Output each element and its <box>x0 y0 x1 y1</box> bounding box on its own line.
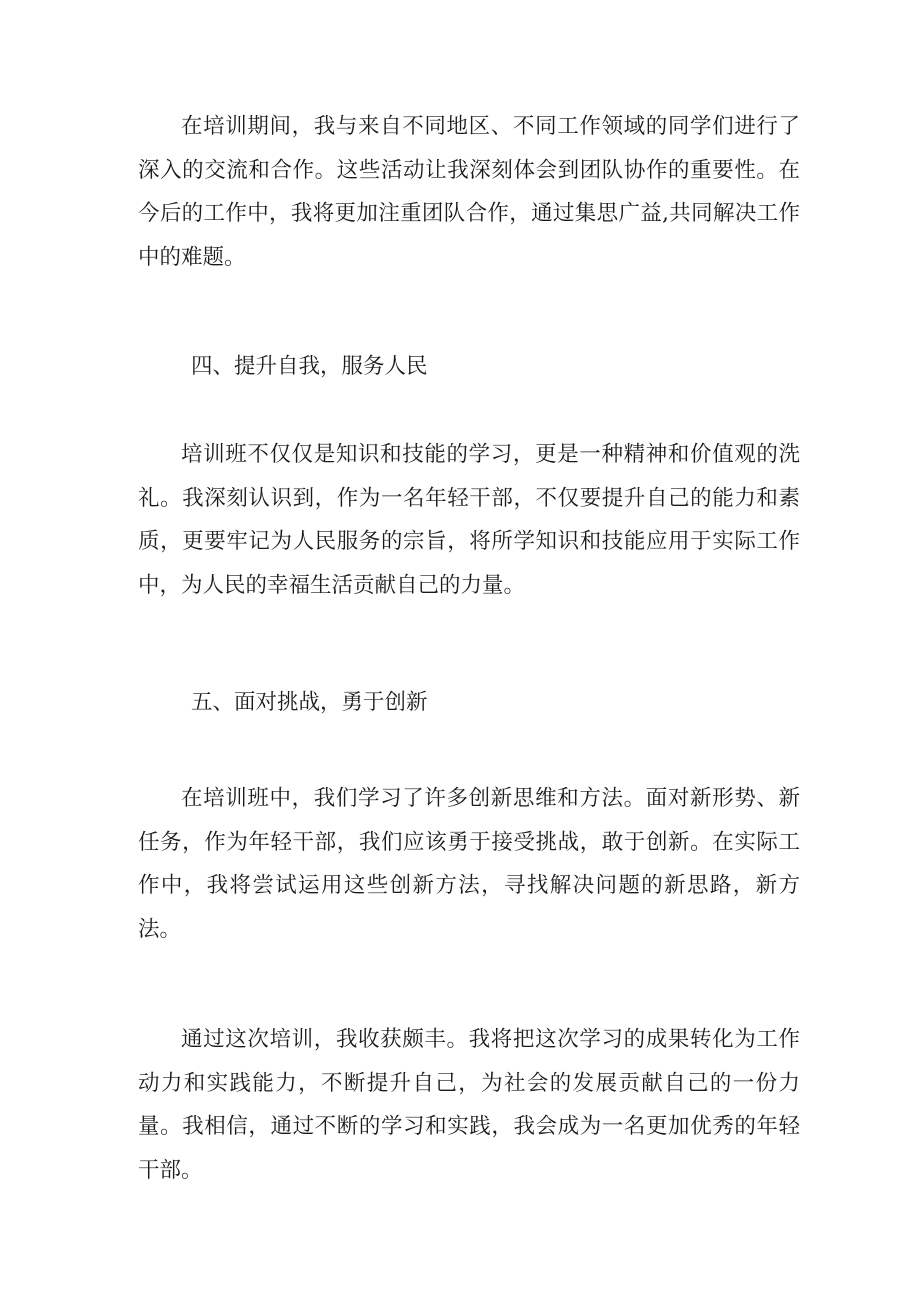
paragraph-serve-people: 培训班不仅仅是知识和技能的学习，更是一种精神和价值观的洗礼。我深刻认识到，作为一名年轻干部，不仅要提升自己的能力和素质，更要牢记为人民服务的宗旨，将所学知识和技能应用于实际工作中，为人民的幸福生活贡献自己的力量。 <box>138 442 800 598</box>
paragraph-conclusion: 通过这次培训，我收获颇丰。我将把这次学习的成果转化为工作动力和实践能力，不断提升自己，为社会的发展贡献自己的一份力量。我相信，通过不断的学习和实践，我会成为一名更加优秀的年轻干部。 <box>138 1027 800 1183</box>
section-heading-5: 五、面对挑战，勇于创新 <box>191 690 428 715</box>
section-heading-4: 四、提升自我，服务人民 <box>191 354 428 379</box>
paragraph-teamwork: 在培训期间，我与来自不同地区、不同工作领域的同学们进行了深入的交流和合作。这些活动让我深刻体会到团队协作的重要性。在今后的工作中，我将更加注重团队合作，通过集思广益,共同解决工作中的难题。 <box>138 114 800 270</box>
paragraph-innovation: 在培训班中，我们学习了许多创新思维和方法。面对新形势、新任务，作为年轻干部，我们应该勇于接受挑战，敢于创新。在实际工作中，我将尝试运用这些创新方法，寻找解决问题的新思路，新方法。 <box>138 786 800 942</box>
